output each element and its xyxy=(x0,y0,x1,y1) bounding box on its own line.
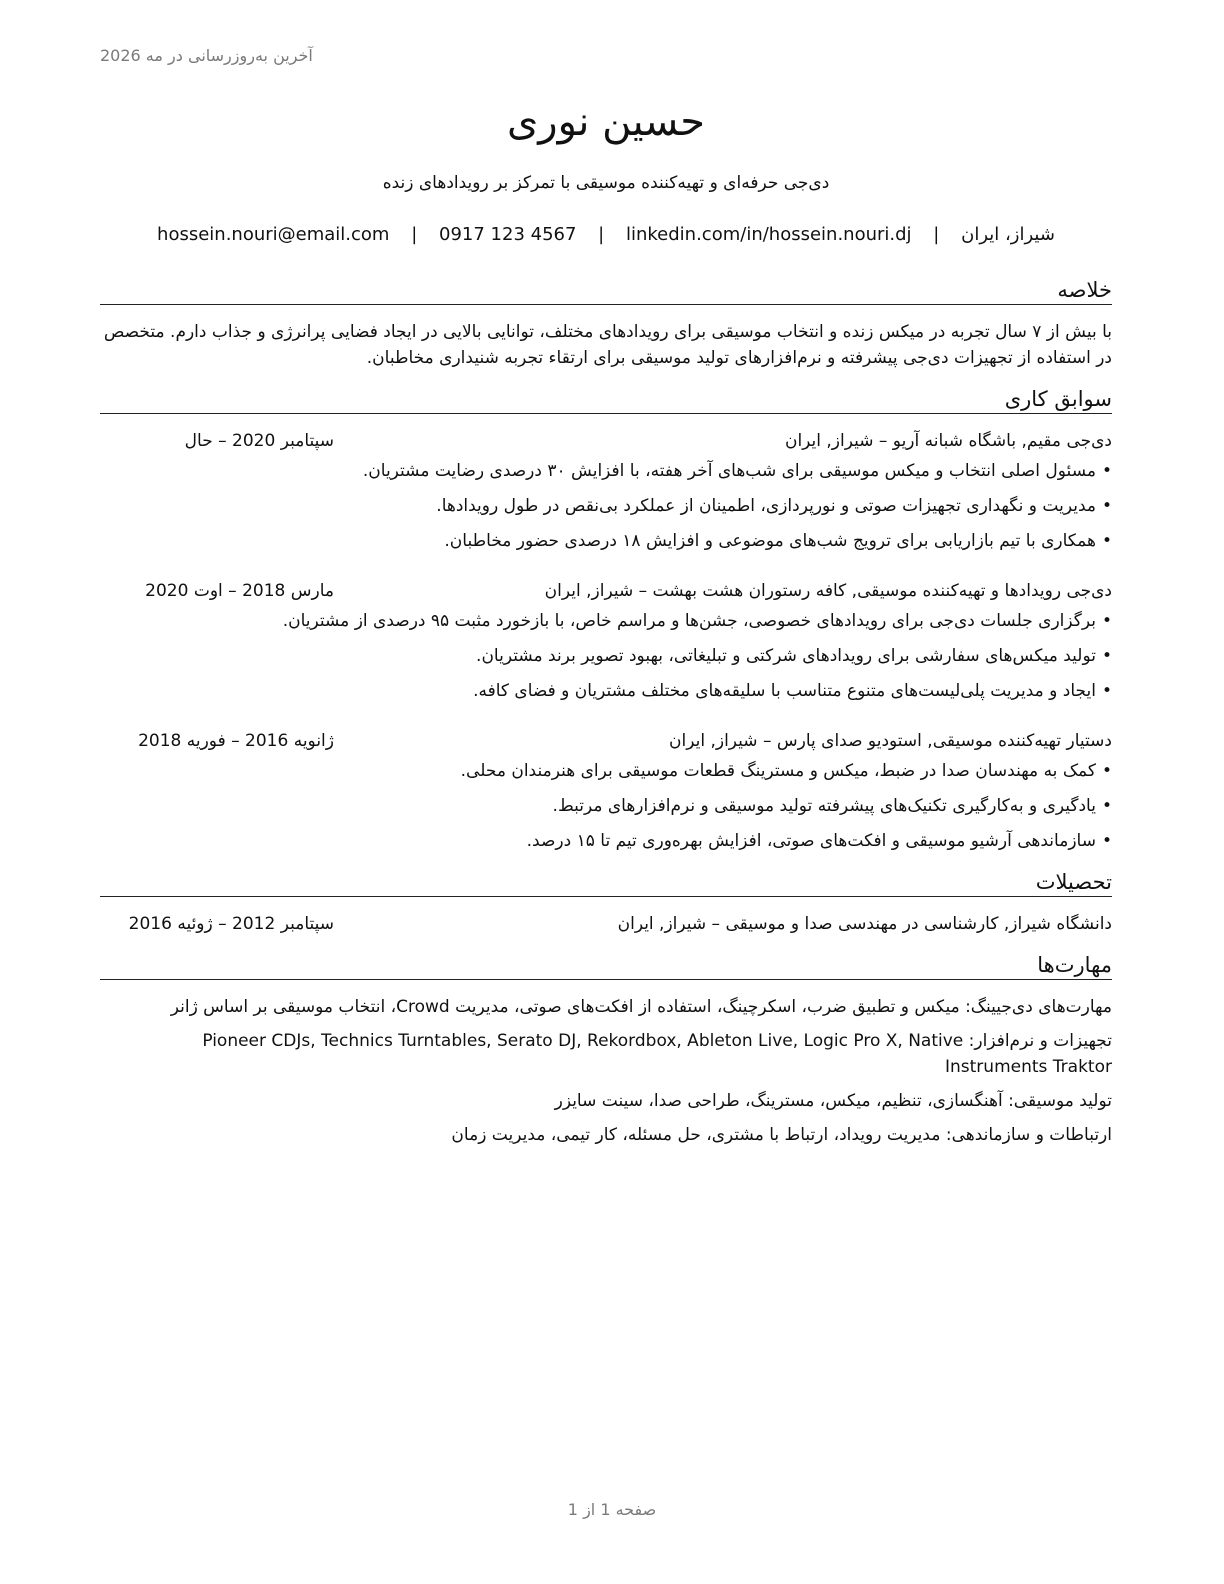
summary-heading: خلاصه xyxy=(100,276,1112,305)
job-entry xyxy=(100,728,1112,854)
job-date: سپتامبر 2020 – حال xyxy=(184,431,334,451)
contact-separator: | xyxy=(933,224,940,245)
contact-separator: | xyxy=(598,224,605,245)
list-item: • یادگیری و به‌کارگیری تکنیک‌های پیشرفته تولید موسیقی و نرم‌افزارهای مرتبط. xyxy=(100,793,1112,819)
job-entry xyxy=(100,428,1112,554)
education-entry xyxy=(100,911,1112,937)
contact-line xyxy=(100,222,1112,248)
skill-line: ارتباطات و سازماندهی: مدیریت رویداد، ارتباط با مشتری، حل مسئله، کار تیمی، مدیریت زمان xyxy=(451,1125,1112,1145)
contact-location: شیراز، ایران xyxy=(961,224,1055,245)
list-item: • کمک به مهندسان صدا در ضبط، میکس و مسترینگ قطعات موسیقی برای هنرمندان محلی. xyxy=(100,758,1112,784)
list-item: • ایجاد و مدیریت پلی‌لیست‌های متنوع متناسب با سلیقه‌های مختلف مشتریان و فضای کافه. xyxy=(100,678,1112,704)
job-title: دی‌جی رویدادها و تهیه‌کننده موسیقی, کافه رستوران هشت بهشت – شیراز, ایران xyxy=(544,581,1112,601)
list-item: • مدیریت و نگهداری تجهیزات صوتی و نورپردازی، اطمینان از عملکرد بی‌نقص در طول رویدادها. xyxy=(100,493,1112,519)
job-date: مارس 2018 – اوت 2020 xyxy=(145,581,334,601)
list-item: • سازماندهی آرشیو موسیقی و افکت‌های صوتی، افزایش بهره‌وری تیم تا ۱۵ درصد. xyxy=(100,828,1112,854)
tagline: دی‌جی حرفه‌ای و تهیه‌کننده موسیقی با تمرکز بر رویدادهای زنده xyxy=(382,173,830,193)
contact-linkedin[interactable]: linkedin.com/in/hossein.nouri.dj xyxy=(625,224,912,245)
skill-line: تولید موسیقی: آهنگسازی، تنظیم، میکس، مسترینگ، طراحی صدا، سینت سایزر xyxy=(554,1091,1112,1111)
job-bullets xyxy=(100,458,1112,554)
job-title: دی‌جی مقیم, باشگاه شبانه آریو – شیراز, ایران xyxy=(784,431,1112,451)
list-item: • همکاری با تیم بازاریابی برای ترویج شب‌های موضوعی و افزایش ۱۸ درصدی حضور مخاطبان. xyxy=(100,528,1112,554)
candidate-name: حسین نوری xyxy=(506,99,706,145)
list-item: • تولید میکس‌های سفارشی برای رویدادهای شرکتی و تبلیغاتی، بهبود تصویر برند مشتریان. xyxy=(100,643,1112,669)
job-bullets xyxy=(100,608,1112,704)
skill-line: تجهیزات و نرم‌افزار: Pioneer CDJs, Technics Turntables, Serato DJ, Rekordbox, Ableton Live, Logic Pro X, Native Instruments Traktor xyxy=(202,1031,1112,1077)
last-updated: آخرین به‌روزرسانی در مه 2026 xyxy=(100,46,313,65)
job-title: دستیار تهیه‌کننده موسیقی, استودیو صدای پارس – شیراز, ایران xyxy=(669,731,1112,751)
education-heading: تحصیلات xyxy=(100,868,1112,897)
job-entry xyxy=(100,578,1112,704)
contact-email[interactable]: hossein.nouri@email.com xyxy=(157,224,390,245)
contact-phone: 0917 123 4567 xyxy=(439,224,577,245)
skills-heading: مهارت‌ها xyxy=(100,951,1112,980)
experience-heading: سوابق کاری xyxy=(100,385,1112,414)
education-title: دانشگاه شیراز, کارشناسی در مهندسی صدا و موسیقی – شیراز, ایران xyxy=(617,914,1112,934)
page-number: صفحه 1 از 1 xyxy=(567,1500,657,1519)
summary-text: با بیش از ۷ سال تجربه در میکس زنده و انتخاب موسیقی برای رویدادهای مختلف، توانایی بالایی در ایجاد فضایی پرانرژی و جذاب دارم. متخصص در استفاده از تجهیزات دی‌جی پیشرفته و نرم‌افزارهای تولید موسیقی برای ارتقاء تجربه شنیداری مخاطبان. xyxy=(103,322,1112,368)
education-date: سپتامبر 2012 – ژوئیه 2016 xyxy=(128,914,334,934)
resume-page xyxy=(100,92,1112,1148)
contact-separator: | xyxy=(411,224,418,245)
skill-line: مهارت‌های دی‌جیینگ: میکس و تطبیق ضرب، اسکرچینگ، استفاده از افکت‌های صوتی، مدیریت Crowd، انتخاب موسیقی بر اساس ژانر xyxy=(170,997,1112,1017)
job-date: ژانویه 2016 – فوریه 2018 xyxy=(138,731,334,751)
job-bullets xyxy=(100,758,1112,854)
list-item: • برگزاری جلسات دی‌جی برای رویدادهای خصوصی، جشن‌ها و مراسم خاص، با بازخورد مثبت ۹۵ درصدی از مشتریان. xyxy=(100,608,1112,634)
skills-list xyxy=(96,994,1112,1148)
list-item: • مسئول اصلی انتخاب و میکس موسیقی برای شب‌های آخر هفته، با افزایش ۳۰ درصدی رضایت مشتریان. xyxy=(100,458,1112,484)
